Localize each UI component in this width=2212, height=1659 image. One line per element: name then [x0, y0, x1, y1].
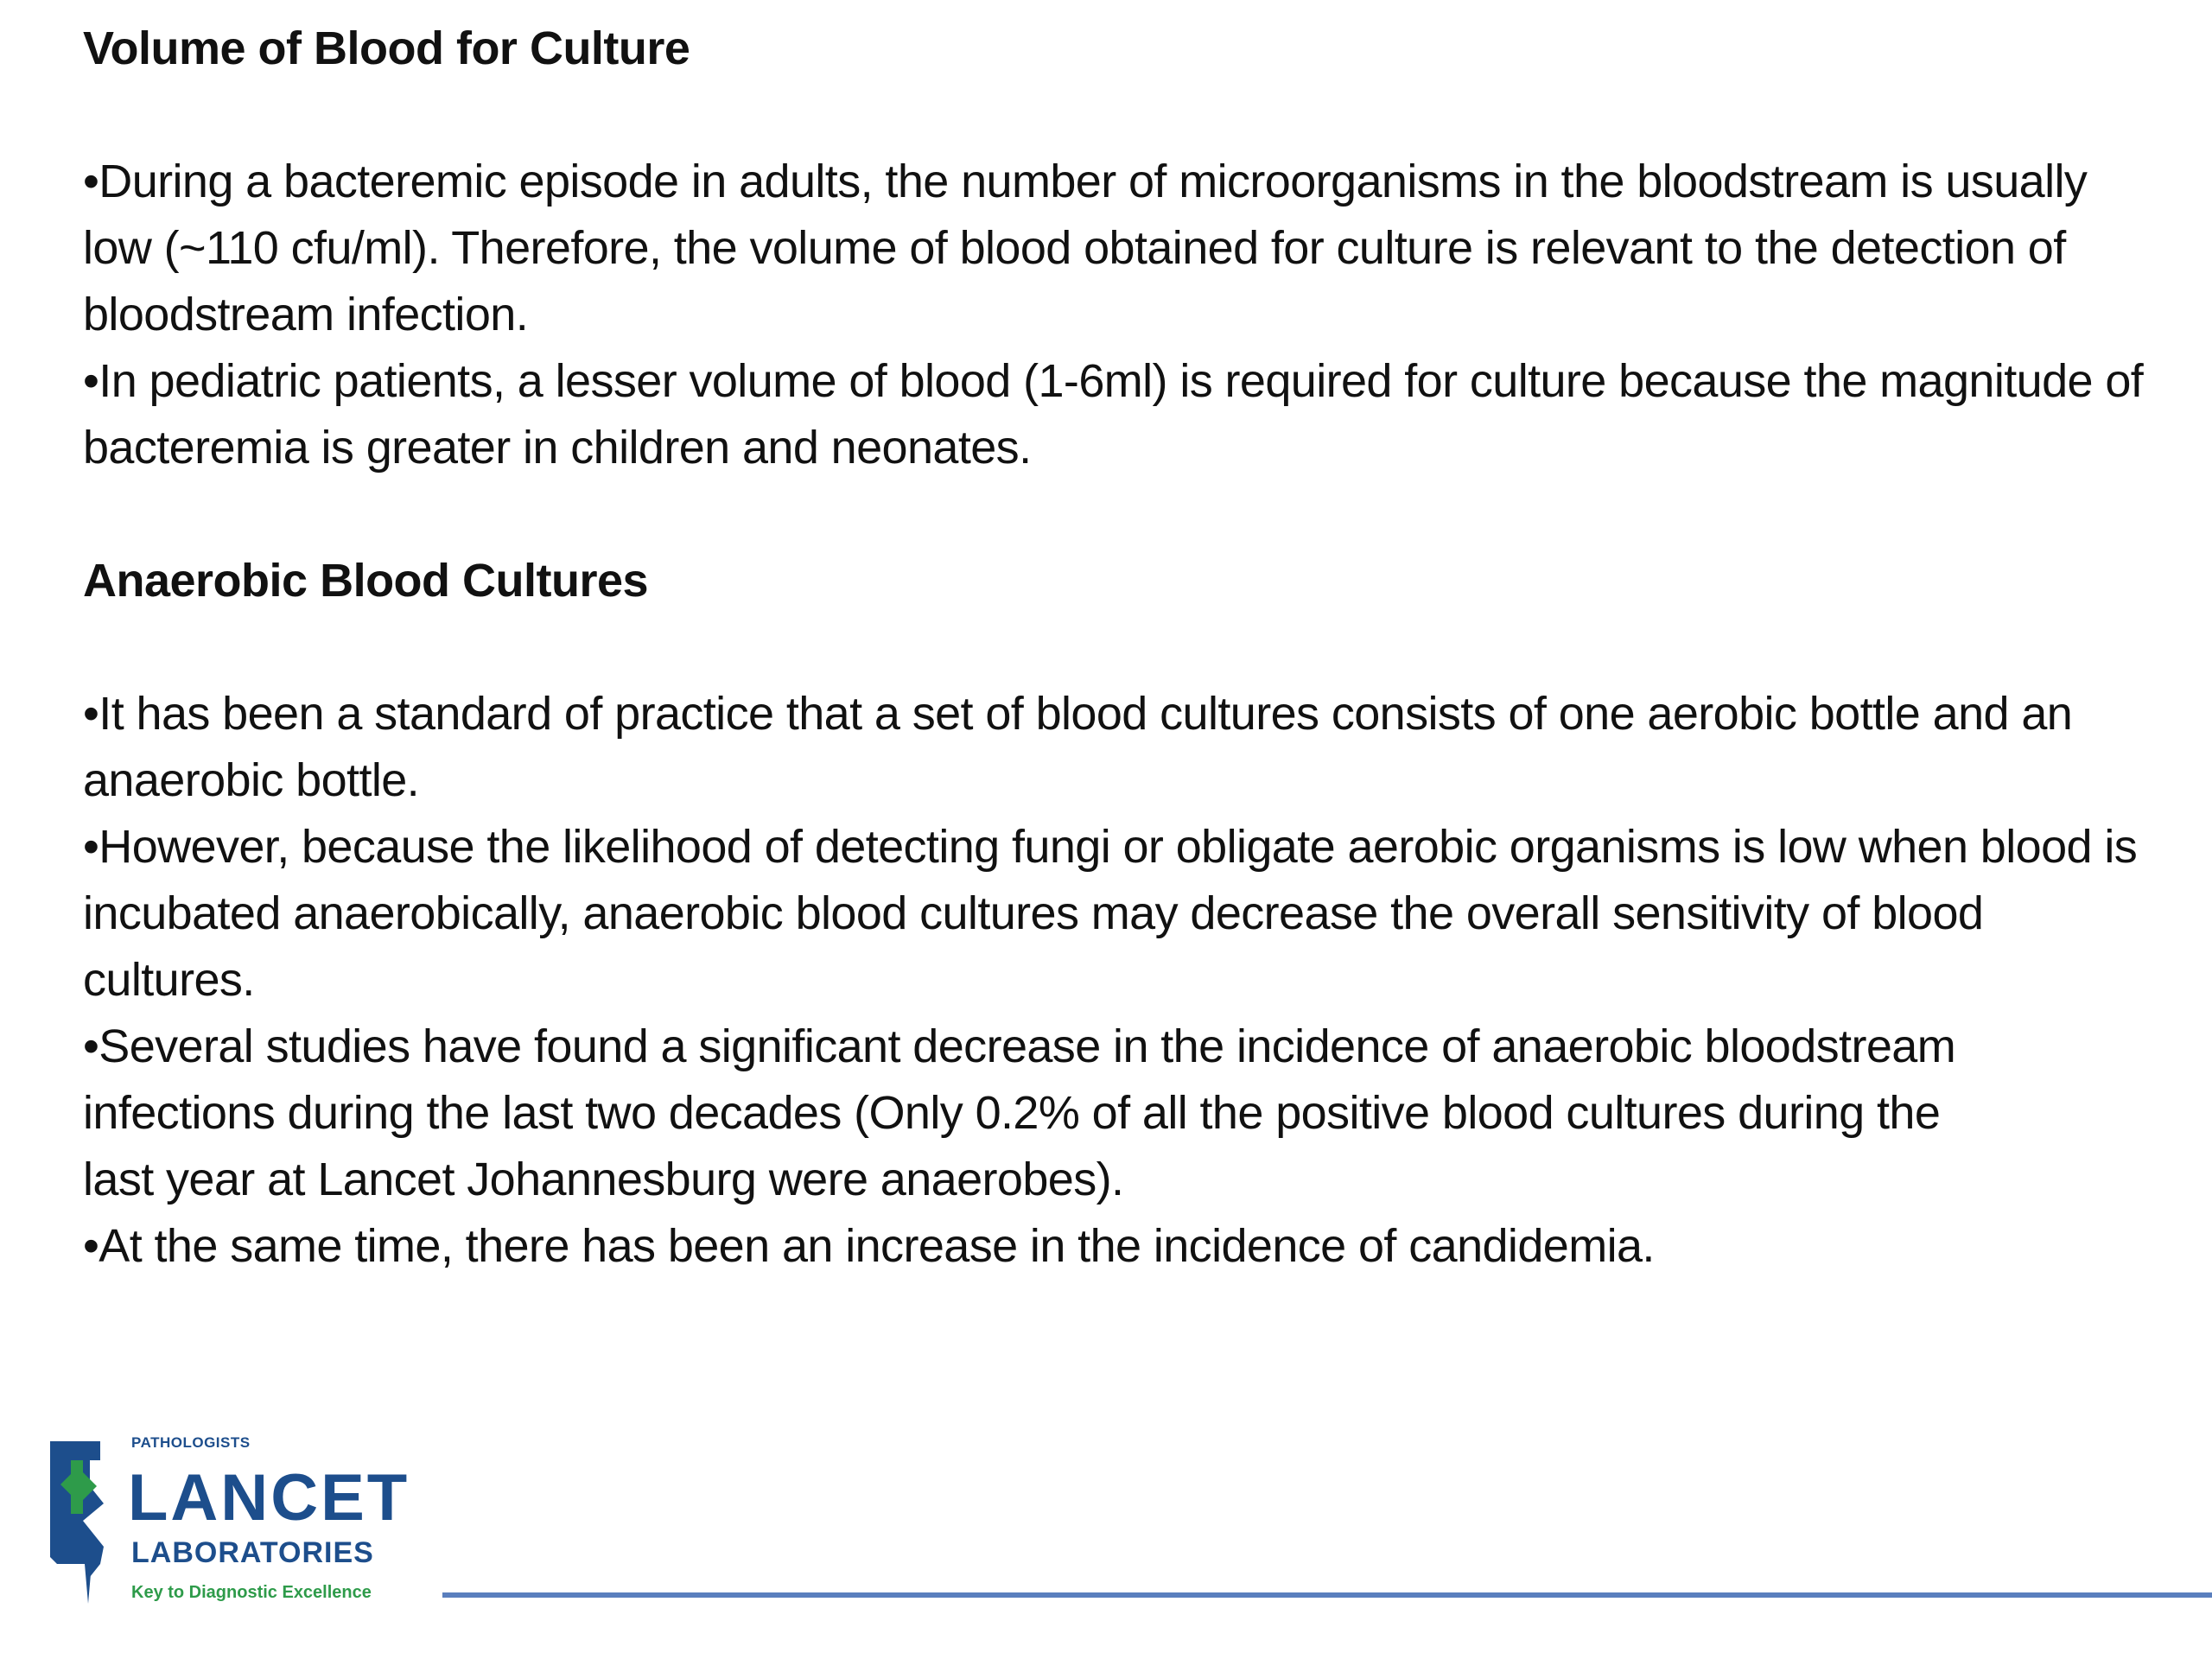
text-line: •However, because the likelihood of detecting fungi or obligate aerobic organisms is low when blood is	[83, 821, 2138, 873]
logo-top-text: PATHOLOGISTS	[131, 1434, 251, 1451]
lancet-logo	[48, 1426, 411, 1607]
section-heading-volume: Volume of Blood for Culture	[83, 22, 690, 74]
spacer	[83, 614, 2174, 681]
logo-sub-text: LABORATORIES	[131, 1536, 374, 1569]
text-line: •During a bacteremic episode in adults, the number of microorganisms in the bloodstream is usually	[83, 156, 2088, 207]
text-line: cultures.	[83, 954, 255, 1006]
spacer	[83, 481, 2174, 548]
text-line: •Several studies have found a significant decrease in the incidence of anaerobic bloodstream	[83, 1020, 1956, 1072]
text-line: •At the same time, there has been an increase in the incidence of candidemia.	[83, 1220, 1655, 1272]
slide-content	[83, 16, 2174, 1280]
text-line: •In pediatric patients, a lesser volume of blood (1-6ml) is required for culture because the magnitude of	[83, 355, 2144, 407]
text-line: anaerobic bottle.	[83, 754, 420, 806]
text-line: last year at Lancet Johannesburg were anaerobes).	[83, 1154, 1124, 1205]
caduceus-logo-icon	[48, 1434, 118, 1607]
text-line: incubated anaerobically, anaerobic blood cultures may decrease the overall sensitivity of blood	[83, 887, 1984, 939]
logo-main-text: LANCET	[128, 1461, 410, 1535]
text-line: •It has been a standard of practice that a set of blood cultures consists of one aerobic bottle and an	[83, 688, 2073, 740]
text-line: bloodstream infection.	[83, 289, 529, 340]
logo-tagline: Key to Diagnostic Excellence	[131, 1583, 372, 1602]
text-line: infections during the last two decades (Only 0.2% of all the positive blood cultures during the	[83, 1087, 1941, 1139]
text-line: low (~110 cfu/ml). Therefore, the volume of blood obtained for culture is relevant to the detection of	[83, 222, 2066, 274]
section-heading-anaerobic: Anaerobic Blood Cultures	[83, 555, 649, 607]
spacer	[83, 82, 2174, 149]
text-line: bacteremia is greater in children and neonates.	[83, 422, 1032, 474]
footer-divider	[442, 1592, 2212, 1598]
